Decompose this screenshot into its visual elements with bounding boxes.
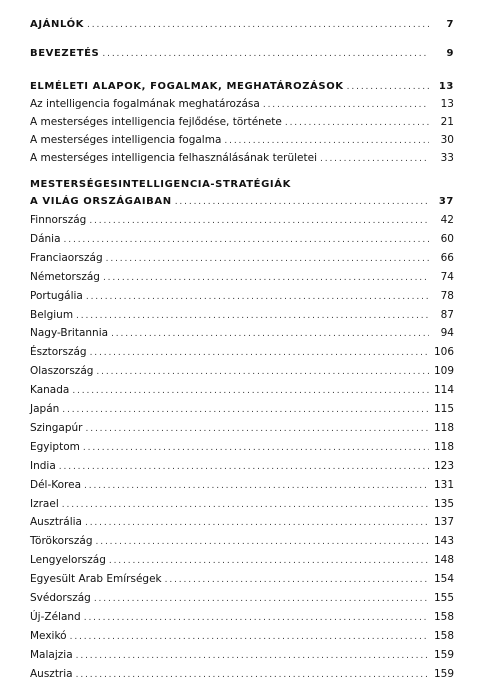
toc-entry-title: Izrael xyxy=(30,497,59,510)
toc-country-entry[interactable] xyxy=(30,403,454,415)
toc-country-entry[interactable] xyxy=(30,422,454,434)
toc-entry-page: 154 xyxy=(433,573,454,586)
toc-country-entry[interactable] xyxy=(30,233,454,245)
toc-entry-page: 143 xyxy=(433,535,454,548)
dot-leader xyxy=(263,98,429,110)
toc-entry-page: 37 xyxy=(438,196,454,207)
toc-entry-page: 30 xyxy=(440,134,454,146)
toc-country-entry[interactable] xyxy=(30,649,454,661)
toc-entry-title: Németország xyxy=(30,270,100,283)
dot-leader xyxy=(87,18,429,30)
dot-leader xyxy=(165,573,429,585)
toc-entry-page: 13 xyxy=(440,98,454,110)
dot-leader xyxy=(109,554,429,566)
toc-entry-title: Franciaország xyxy=(30,251,103,264)
toc-entry-title: Az intelligencia fogalmának meghatározása xyxy=(30,98,260,110)
toc-entry-page: 115 xyxy=(433,403,454,415)
toc-entry-page: 148 xyxy=(433,554,454,567)
dot-leader xyxy=(59,460,429,472)
toc-country-entry[interactable] xyxy=(30,252,454,264)
dot-leader xyxy=(96,365,429,377)
toc-country-entry[interactable] xyxy=(30,630,454,642)
dot-leader xyxy=(106,252,429,264)
toc-entry-title: India xyxy=(30,459,56,472)
toc-country-entry[interactable] xyxy=(30,327,454,339)
toc-country-entry[interactable] xyxy=(30,498,454,510)
toc-entry-bevezetes[interactable] xyxy=(30,47,454,59)
toc-entry-title: Lengyelország xyxy=(30,554,106,567)
toc-country-entry[interactable] xyxy=(30,554,454,566)
dot-leader xyxy=(70,630,429,642)
toc-subentry[interactable] xyxy=(30,98,454,110)
dot-leader xyxy=(62,498,429,510)
toc-entry-title: Egyesült Arab Emírségek xyxy=(30,573,162,586)
toc-country-entry[interactable] xyxy=(30,668,454,680)
toc-entry-title: Finnország xyxy=(30,214,87,226)
toc-entry-ajanlok[interactable] xyxy=(30,18,454,30)
toc-entry-page: 60 xyxy=(440,232,454,245)
dot-leader xyxy=(86,290,429,302)
toc-entry-title: Törökország xyxy=(30,535,93,548)
toc-country-entry[interactable] xyxy=(30,460,454,472)
toc-entry-title: Portugália xyxy=(30,289,83,302)
toc-country-entry[interactable] xyxy=(30,365,454,377)
dot-leader xyxy=(86,422,430,434)
dot-leader xyxy=(85,516,429,528)
toc-entry-title: AJÁNLÓK xyxy=(30,19,85,30)
dot-leader xyxy=(62,403,429,415)
toc-country-entry[interactable] xyxy=(30,346,454,358)
dot-leader xyxy=(347,80,429,92)
dot-leader xyxy=(320,152,429,164)
toc-entry-page: 158 xyxy=(433,629,454,642)
toc-country-entry[interactable] xyxy=(30,441,454,453)
toc-entry-page: 118 xyxy=(433,440,454,453)
toc-entry-page: 159 xyxy=(433,667,454,680)
toc-entry-title: A mesterséges intelligencia fejlődése, története xyxy=(30,116,282,128)
toc-subentry[interactable] xyxy=(30,152,454,164)
dot-leader xyxy=(175,195,429,207)
toc-entry-page: 135 xyxy=(433,497,454,510)
toc-entry-title: Szingapúr xyxy=(30,421,83,434)
toc-entry-page: 109 xyxy=(433,365,454,378)
toc-country-entry[interactable] xyxy=(30,516,454,528)
toc-entry-title: Ausztrália xyxy=(30,516,82,529)
dot-leader xyxy=(102,47,429,59)
toc-entry-page: 106 xyxy=(433,346,454,359)
toc-entry-page: 159 xyxy=(433,648,454,661)
toc-country-entry[interactable] xyxy=(30,214,454,226)
dot-leader xyxy=(64,233,429,245)
toc-entry-title: ELMÉLETI ALAPOK, FOGALMAK, MEGHATÁROZÁSOK xyxy=(30,81,344,92)
toc-entry-title: Dánia xyxy=(30,232,61,245)
dot-leader xyxy=(285,116,429,128)
dot-leader xyxy=(84,479,429,491)
toc-entry-title: Nagy-Britannia xyxy=(30,327,109,340)
toc-entry-title: Új-Zéland xyxy=(30,610,81,623)
toc-entry-title: Mexikó xyxy=(30,629,67,642)
toc-entry-title: BEVEZETÉS xyxy=(30,48,100,59)
toc-entry-title: A mesterséges intelligencia felhasználásának területei xyxy=(30,152,317,164)
toc-entry-page: 137 xyxy=(433,516,454,529)
toc-entry-title: A mesterséges intelligencia fogalma xyxy=(30,134,222,146)
dot-leader xyxy=(94,592,429,604)
toc-entry-page: 158 xyxy=(433,610,454,623)
dot-leader xyxy=(76,309,429,321)
toc-country-entry[interactable] xyxy=(30,309,454,321)
toc-country-entry[interactable] xyxy=(30,592,454,604)
toc-entry-page: 131 xyxy=(433,478,454,491)
dot-leader xyxy=(84,611,429,623)
toc-entry-page: 7 xyxy=(446,19,454,30)
toc-entry-title: Japán xyxy=(30,403,60,415)
toc-country-entry[interactable] xyxy=(30,535,454,547)
toc-entry-page: 21 xyxy=(440,116,454,128)
toc-entry-page: 118 xyxy=(433,421,454,434)
toc-entry-title: Egyiptom xyxy=(30,440,80,453)
toc-entry-page: 155 xyxy=(433,592,454,604)
toc-entry-title: Ausztria xyxy=(30,667,73,680)
toc-country-entry[interactable] xyxy=(30,611,454,623)
toc-entry-title: Malajzia xyxy=(30,648,73,661)
toc-entry-title: Észtország xyxy=(30,346,87,359)
dot-leader xyxy=(89,214,429,226)
toc-entry-strategiak[interactable] xyxy=(30,195,454,207)
toc-entry-title: Dél-Korea xyxy=(30,478,82,491)
toc-entry-page: 123 xyxy=(433,459,454,472)
toc-entry-page: 42 xyxy=(440,214,454,226)
toc-entry-page: 9 xyxy=(446,48,454,59)
toc-country-entry[interactable] xyxy=(30,384,454,396)
toc-country-entry[interactable] xyxy=(30,271,454,283)
toc-subentry[interactable] xyxy=(30,134,454,146)
dot-leader xyxy=(90,346,429,358)
toc-entry-title: A VILÁG ORSZÁGAIBAN xyxy=(30,196,172,207)
dot-leader xyxy=(72,384,429,396)
toc-entry-page: 114 xyxy=(433,384,454,397)
dot-leader xyxy=(103,271,429,283)
toc-country-entry[interactable] xyxy=(30,479,454,491)
toc-subentry[interactable] xyxy=(30,116,454,128)
toc-entry-page: 33 xyxy=(440,152,454,164)
toc-entry-page: 66 xyxy=(440,251,454,264)
toc-entry-title: Kanada xyxy=(30,384,70,397)
toc-country-entry[interactable] xyxy=(30,290,454,302)
toc-entry-page: 74 xyxy=(440,270,454,283)
dot-leader xyxy=(96,535,429,547)
toc-entry-title: Svédország xyxy=(30,592,91,604)
toc-country-entry[interactable] xyxy=(30,573,454,585)
dot-leader xyxy=(76,649,429,661)
dot-leader xyxy=(76,668,429,680)
toc-entry-page: 78 xyxy=(440,289,454,302)
toc-entry-page: 87 xyxy=(440,308,454,321)
toc-entry-title: Olaszország xyxy=(30,365,94,378)
section-heading-line1: MESTERSÉGESINTELLIGENCIA-STRATÉGIÁK xyxy=(30,179,291,190)
toc-entry-page: 94 xyxy=(440,327,454,340)
dot-leader xyxy=(224,134,429,146)
dot-leader xyxy=(83,441,429,453)
toc-entry-page: 13 xyxy=(438,81,454,92)
toc-entry-title: Belgium xyxy=(30,308,74,321)
dot-leader xyxy=(111,327,429,339)
toc-entry-elmeleti-alapok[interactable] xyxy=(30,80,454,92)
